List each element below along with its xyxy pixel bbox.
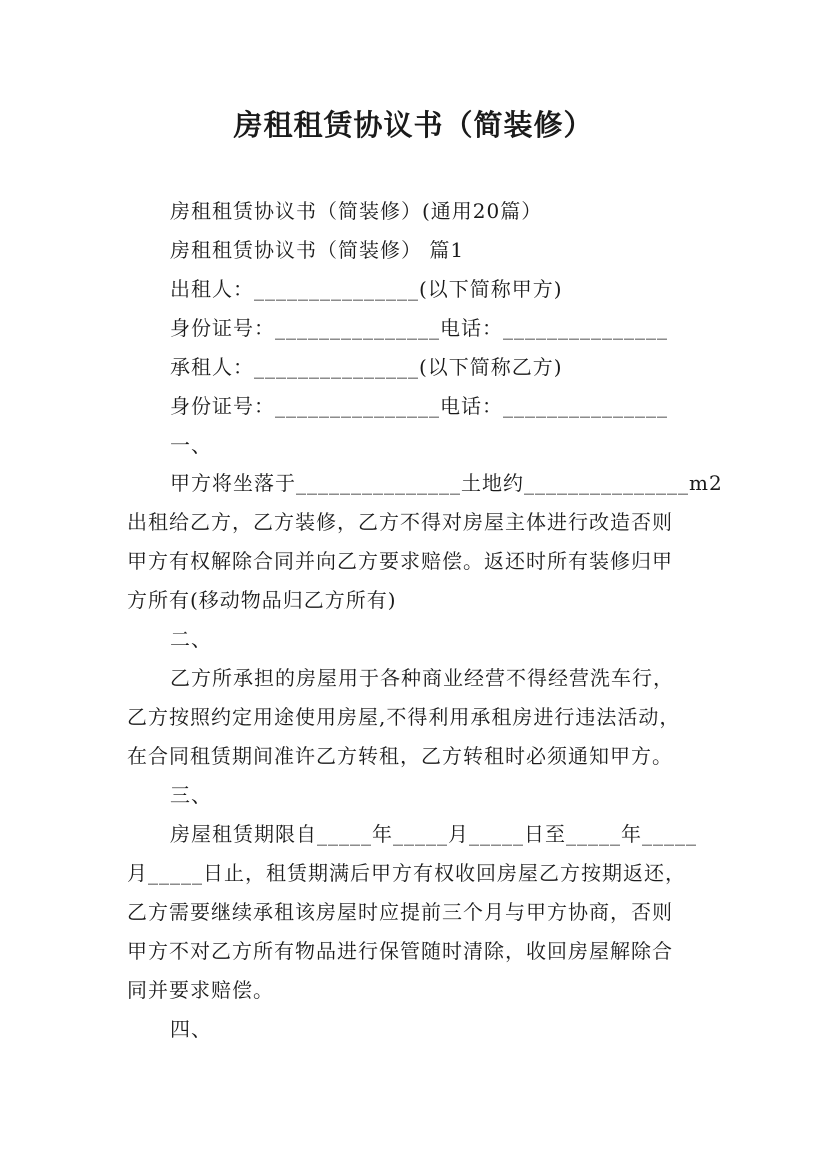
lessee-id-phone-line: 身份证号：_______________电话：_______________: [170, 394, 668, 418]
paragraph-line: 甲方将坐落于_______________土地约_______________m2: [170, 471, 723, 495]
document-title: 房租租赁协议书（简装修）: [233, 108, 594, 142]
paragraph-line: 在合同租赁期间准许乙方转租，乙方转租时必须通知甲方。: [127, 744, 673, 768]
paragraph-line: 乙方所承担的房屋用于各种商业经营不得经营洗车行，: [170, 666, 674, 690]
lessor-id-phone-line: 身份证号：_______________电话：_______________: [170, 316, 668, 340]
paragraph-line: 出租给乙方，乙方装修，乙方不得对房屋主体进行改造否则: [127, 510, 673, 534]
paragraph-line: 乙方按照约定用途使用房屋,不得利用承租房进行违法活动，: [127, 705, 681, 729]
paragraph-line: 甲方有权解除合同并向乙方要求赔偿。返还时所有装修归甲: [127, 549, 673, 573]
subtitle-line: 房租租赁协议书（简装修）(通用20篇）: [170, 199, 543, 223]
clause-number: 四、: [170, 1017, 212, 1041]
paragraph-line: 乙方需要继续承租该房屋时应提前三个月与甲方协商，否则: [127, 900, 673, 924]
paragraph-line: 月_____日止，租赁期满后甲方有权收回房屋乙方按期返还，: [127, 861, 686, 885]
paragraph-line: 房屋租赁期限自_____年_____月_____日至_____年_____: [170, 822, 697, 846]
clause-number: 一、: [170, 433, 212, 457]
paragraph-line: 同并要求赔偿。: [127, 978, 274, 1002]
section-heading: 房租租赁协议书（简装修） 篇1: [170, 238, 465, 262]
lessee-line: 承租人：_______________(以下简称乙方): [170, 355, 563, 379]
clause-number: 二、: [170, 627, 212, 651]
paragraph-line: 方所有(移动物品归乙方所有): [127, 588, 397, 612]
paragraph-line: 甲方不对乙方所有物品进行保管随时清除，收回房屋解除合: [127, 939, 673, 963]
clause-number: 三、: [170, 783, 212, 807]
lessor-line: 出租人：_______________(以下简称甲方): [170, 277, 563, 301]
